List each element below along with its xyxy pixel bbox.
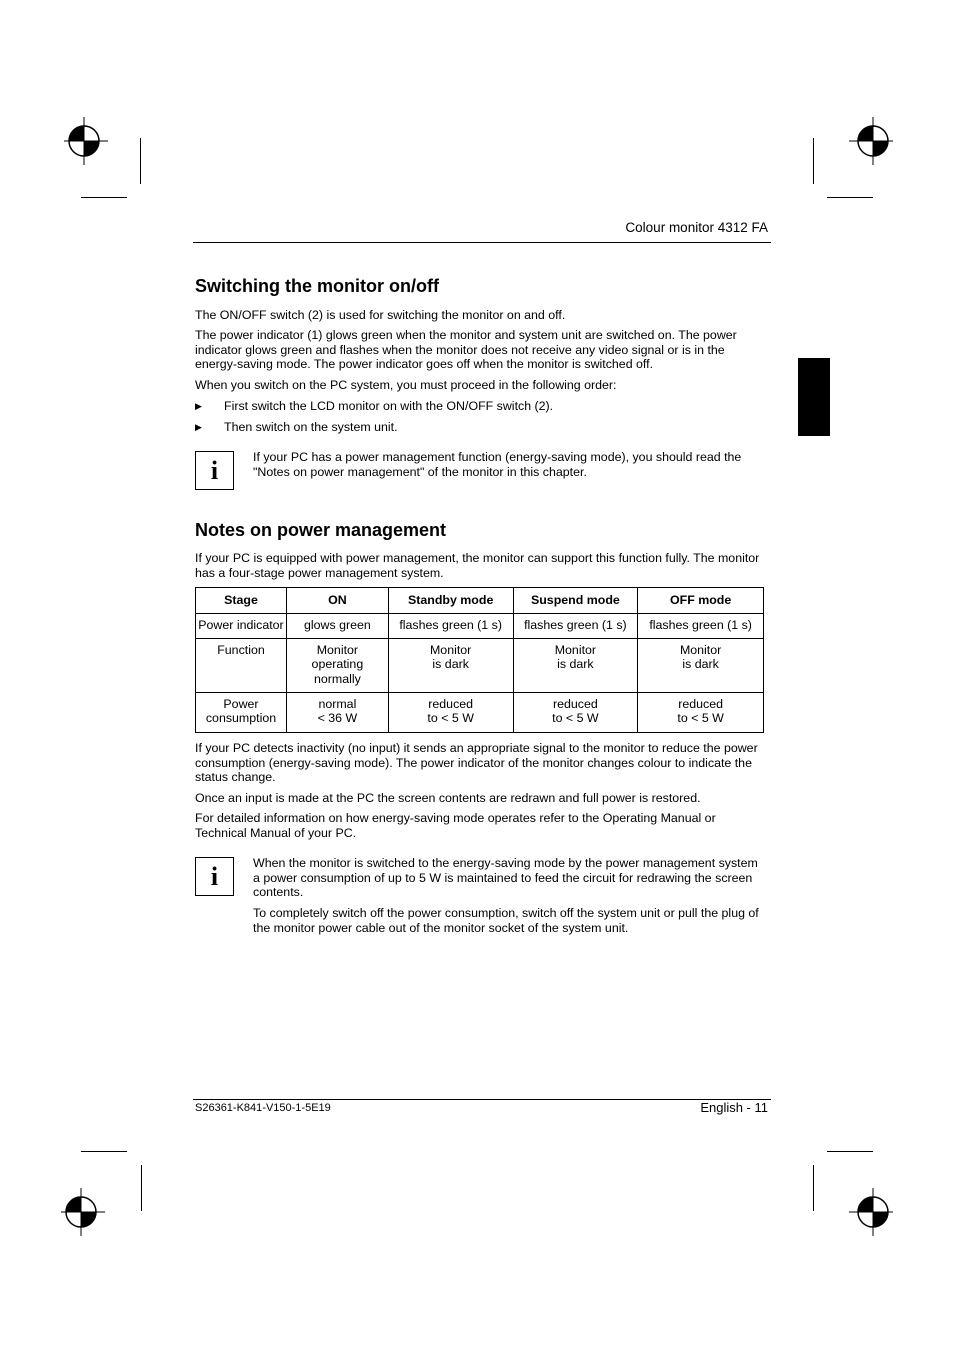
- table-cell: Monitor is dark: [513, 638, 638, 692]
- chapter-tab-marker: [798, 358, 830, 436]
- registration-mark-top-right: [849, 117, 897, 165]
- info-icon: i: [195, 451, 234, 490]
- crop-mark: [813, 1165, 814, 1211]
- document-code: S26361-K841-V150-1-5E19: [195, 1102, 331, 1114]
- paragraph: The power indicator (1) glows green when the monitor and system unit are switched on. The power indicator glows green and flashes when the monitor does not receive any video signal or is in the energy-saving mode. The power indicator goes off when the monitor is switched off.: [195, 328, 737, 372]
- crop-mark: [81, 1151, 127, 1152]
- table-cell: reduced to < 5 W: [638, 692, 764, 732]
- registration-mark-bottom-left: [57, 1188, 105, 1236]
- table-header-row: [196, 588, 764, 614]
- table-cell: reduced to < 5 W: [388, 692, 513, 732]
- header-rule: [193, 242, 771, 243]
- column-header: ON: [286, 588, 388, 614]
- table-cell: Monitor operating normally: [286, 638, 388, 692]
- crop-mark: [827, 197, 873, 198]
- column-header: OFF mode: [638, 588, 764, 614]
- paragraph: When you switch on the PC system, you must proceed in the following order:: [195, 378, 617, 392]
- registration-mark-top-left: [60, 117, 108, 165]
- paragraph: If your PC detects inactivity (no input) it sends an appropriate signal to the monitor to reduce the power consumption (energy-saving mode). The power indicator of the monitor changes colour to indicate the status change.: [195, 741, 758, 785]
- page-number: English - 11: [700, 1100, 768, 1115]
- table-row: [196, 613, 764, 638]
- crop-mark: [140, 138, 141, 184]
- paragraph: Once an input is made at the PC the screen contents are redrawn and full power is restored.: [195, 791, 701, 805]
- running-header-title: Colour monitor 4312 FA: [625, 220, 768, 235]
- info-note: To completely switch off the power consumption, switch off the system unit or pull the plug of the monitor power cable out of the monitor socket of the system unit.: [253, 906, 759, 935]
- column-header: Standby mode: [388, 588, 513, 614]
- section-heading-power-management: Notes on power management: [195, 520, 447, 540]
- table-cell: Function: [196, 638, 287, 692]
- table-cell: flashes green (1 s): [388, 613, 513, 638]
- bullet-arrow-icon: ▶: [195, 401, 202, 411]
- info-note: If your PC has a power management function (energy-saving mode), you should read the "Notes on power management" of the monitor in this chapter.: [253, 450, 742, 479]
- table-cell: Power indicator: [196, 613, 287, 638]
- bullet-arrow-icon: ▶: [195, 422, 202, 432]
- table-cell: Power consumption: [196, 692, 287, 732]
- registration-mark-bottom-right: [849, 1188, 897, 1236]
- column-header: Stage: [196, 588, 287, 614]
- table-row: [196, 638, 764, 692]
- table-cell: Monitor is dark: [388, 638, 513, 692]
- info-icon: i: [195, 857, 234, 896]
- table-cell: reduced to < 5 W: [513, 692, 638, 732]
- table-cell: Monitor is dark: [638, 638, 764, 692]
- paragraph: The ON/OFF switch (2) is used for switching the monitor on and off.: [195, 308, 566, 322]
- section-heading-switching: Switching the monitor on/off: [195, 276, 439, 296]
- crop-mark: [827, 1151, 873, 1152]
- table-cell: flashes green (1 s): [513, 613, 638, 638]
- crop-mark: [141, 1165, 142, 1211]
- table-cell: normal < 36 W: [286, 692, 388, 732]
- table-cell: glows green: [286, 613, 388, 638]
- column-header: Suspend mode: [513, 588, 638, 614]
- footer-rule: [193, 1099, 771, 1100]
- paragraph: For detailed information on how energy-saving mode operates refer to the Operating Manual or Technical Manual of your PC.: [195, 811, 716, 840]
- power-management-table: [195, 587, 764, 733]
- paragraph: If your PC is equipped with power management, the monitor can support this function fully. The monitor has a four-stage power management system.: [195, 551, 760, 580]
- info-note: When the monitor is switched to the energy-saving mode by the power management system a power consumption of up to 5 W is maintained to feed the circuit for redrawing the screen contents.: [253, 856, 758, 900]
- crop-mark: [81, 197, 127, 198]
- table-row: [196, 692, 764, 732]
- crop-mark: [813, 138, 814, 184]
- table-cell: flashes green (1 s): [638, 613, 764, 638]
